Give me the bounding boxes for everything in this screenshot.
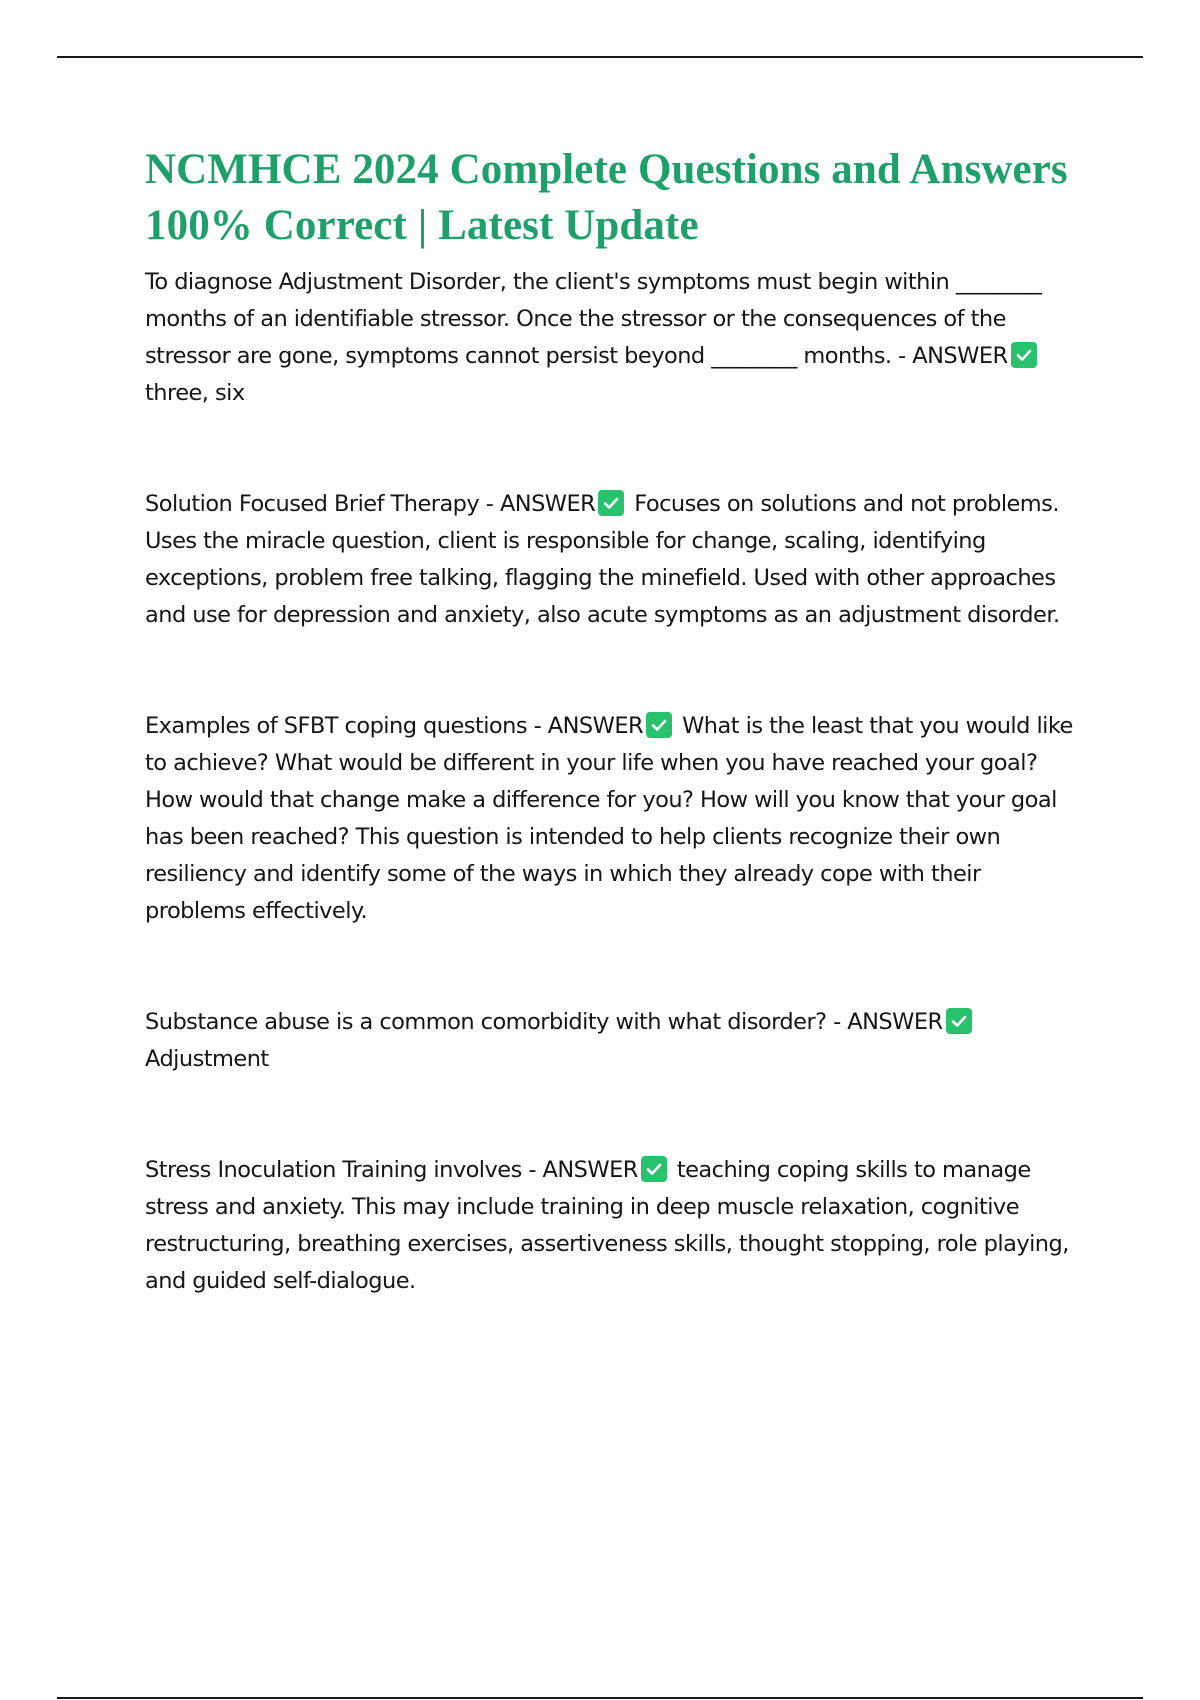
answer-text: Focuses on solutions and not problems. Uses the miracle question, client is responsible for change, scaling, identifying exceptions, problem free talking, flagging the minefield. Used with other approaches and use for depression and anxiety, also acute symptoms as an adjustment disorder. — [145, 491, 1060, 628]
question-text: Solution Focused Brief Therapy - ANSWER — [145, 491, 596, 517]
check-mark-icon — [598, 490, 624, 516]
question-text: Substance abuse is a common comorbidity with what disorder? - ANSWER — [145, 1009, 943, 1035]
qa-entry — [145, 486, 1085, 634]
top-rule — [57, 56, 1143, 58]
check-mark-icon — [646, 712, 672, 738]
answer-text: Adjustment — [145, 1046, 269, 1072]
qa-entry — [145, 264, 1085, 412]
document-body — [145, 142, 1085, 1300]
check-mark-icon — [641, 1156, 667, 1182]
document-title: NCMHCE 2024 Complete Questions and Answers 100% Correct | Latest Update — [145, 146, 1068, 249]
answer-text: three, six — [145, 380, 245, 406]
question-text: Examples of SFBT coping questions - ANSWER — [145, 713, 644, 739]
qa-entry — [145, 1152, 1085, 1300]
answer-text: teaching coping skills to manage stress and anxiety. This may include training in deep muscle relaxation, cognitive restructuring, breathing exercises, assertiveness skills, thought stopping, role playing, and guided self-dialogue. — [145, 1157, 1069, 1294]
answer-text: What is the least that you would like to achieve? What would be different in your life when you have reached your goal? How would that change make a difference for you? How will you know that your goal has been reached? This question is intended to help clients recognize their own resiliency and identify some of the ways in which they already cope with their problems effectively. — [145, 713, 1073, 924]
qa-entry — [145, 1004, 1085, 1078]
qa-entry — [145, 708, 1085, 930]
check-mark-icon — [946, 1008, 972, 1034]
bottom-rule — [57, 1697, 1143, 1699]
check-mark-icon — [1011, 342, 1037, 368]
question-text: Stress Inoculation Training involves - ANSWER — [145, 1157, 638, 1183]
question-text: To diagnose Adjustment Disorder, the client's symptoms must begin within ________ months of an identifiable stressor. Once the stressor or the consequences of the stressor are gone, symptoms cannot persist beyond ________ months. - ANSWER — [145, 269, 1042, 369]
